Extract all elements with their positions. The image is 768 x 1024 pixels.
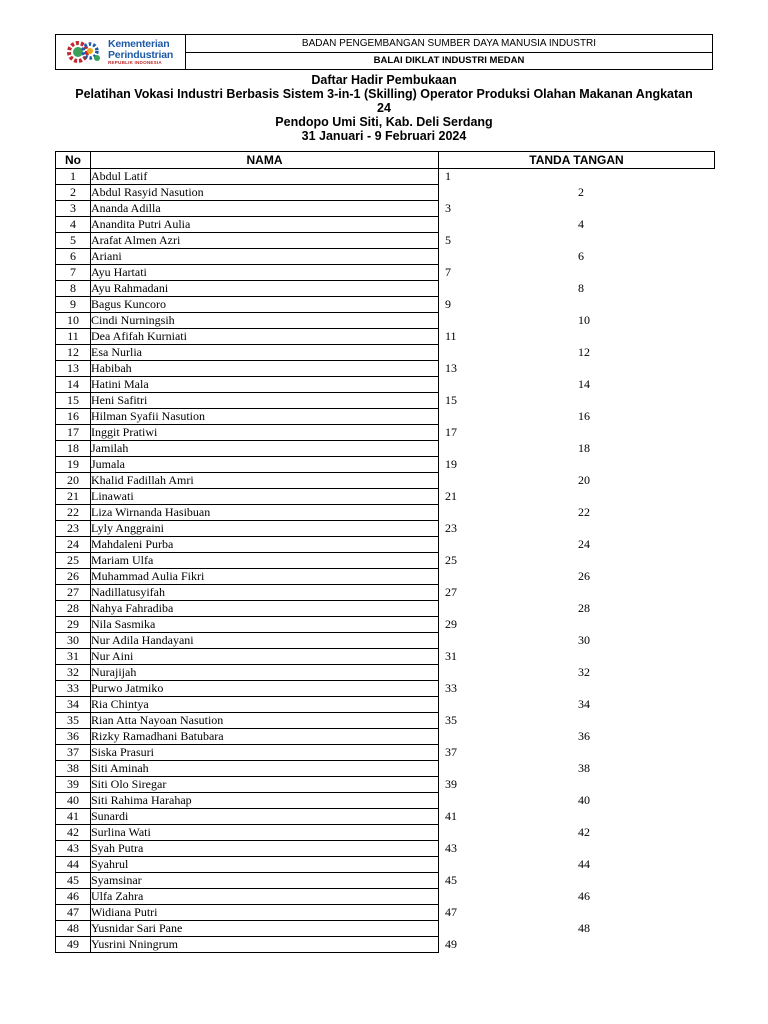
- signature-number: 42: [578, 824, 590, 839]
- participant-name: Abdul Rasyid Nasution: [91, 185, 439, 201]
- signature-cell[interactable]: [439, 441, 715, 457]
- participant-name: Heni Safitri: [91, 393, 439, 409]
- letterhead: [55, 34, 713, 70]
- table-row: [56, 905, 715, 921]
- row-number: 44: [56, 857, 91, 873]
- row-number: 4: [56, 217, 91, 233]
- signature-cell[interactable]: [439, 473, 715, 489]
- row-number: 25: [56, 553, 91, 569]
- row-number: 22: [56, 505, 91, 521]
- participant-name: Siti Olo Siregar: [91, 777, 439, 793]
- signature-cell[interactable]: [439, 617, 715, 633]
- row-number: 34: [56, 697, 91, 713]
- table-row: [56, 297, 715, 313]
- participant-name: Nila Sasmika: [91, 617, 439, 633]
- signature-number: 36: [578, 728, 590, 743]
- row-number: 18: [56, 441, 91, 457]
- row-number: 26: [56, 569, 91, 585]
- row-number: 31: [56, 649, 91, 665]
- row-number: 39: [56, 777, 91, 793]
- logo-line-3: REPUBLIK INDONESIA: [108, 60, 162, 65]
- table-row: [56, 825, 715, 841]
- table-row: [56, 345, 715, 361]
- signature-cell[interactable]: [439, 857, 715, 873]
- signature-cell[interactable]: [439, 585, 715, 601]
- signature-cell[interactable]: [439, 713, 715, 729]
- signature-number: 6: [578, 248, 584, 263]
- signature-cell[interactable]: [439, 233, 715, 249]
- table-row: [56, 921, 715, 937]
- participant-name: Ayu Rahmadani: [91, 281, 439, 297]
- signature-cell[interactable]: [439, 649, 715, 665]
- row-number: 5: [56, 233, 91, 249]
- participant-name: Liza Wirnanda Hasibuan: [91, 505, 439, 521]
- table-row: [56, 873, 715, 889]
- row-number: 32: [56, 665, 91, 681]
- signature-number: 24: [578, 536, 590, 551]
- signature-number: 2: [578, 184, 584, 199]
- participant-name: Bagus Kuncoro: [91, 297, 439, 313]
- table-row: [56, 249, 715, 265]
- signature-number: 35: [445, 712, 457, 727]
- row-number: 21: [56, 489, 91, 505]
- participant-name: Arafat Almen Azri: [91, 233, 439, 249]
- participant-name: Syah Putra: [91, 841, 439, 857]
- signature-cell[interactable]: [439, 937, 715, 953]
- table-row: [56, 681, 715, 697]
- participant-name: Nadillatusyifah: [91, 585, 439, 601]
- table-row: [56, 265, 715, 281]
- table-row: [56, 505, 715, 521]
- row-number: 40: [56, 793, 91, 809]
- participant-name: Sunardi: [91, 809, 439, 825]
- participant-name: Rian Atta Nayoan Nasution: [91, 713, 439, 729]
- participant-name: Linawati: [91, 489, 439, 505]
- table-row: [56, 793, 715, 809]
- signature-number: 14: [578, 376, 590, 391]
- participant-name: Rizky Ramadhani Batubara: [91, 729, 439, 745]
- table-row: [56, 521, 715, 537]
- table-row: [56, 697, 715, 713]
- row-number: 23: [56, 521, 91, 537]
- row-number: 35: [56, 713, 91, 729]
- signature-number: 9: [445, 296, 451, 311]
- header-name: NAMA: [91, 152, 439, 169]
- signature-number: 49: [445, 936, 457, 951]
- signature-number: 7: [445, 264, 451, 279]
- participant-name: Cindi Nurningsih: [91, 313, 439, 329]
- signature-cell[interactable]: [439, 809, 715, 825]
- title-line-2: Pelatihan Vokasi Industri Berbasis Sistem 3-in-1 (Skilling) Operator Produksi Olahan Makanan Angkatan: [75, 87, 693, 101]
- signature-cell[interactable]: [439, 537, 715, 553]
- table-row: [56, 617, 715, 633]
- signature-cell[interactable]: [439, 169, 715, 185]
- participant-name: Abdul Latif: [91, 169, 439, 185]
- participant-name: Ananda Adilla: [91, 201, 439, 217]
- table-row: [56, 857, 715, 873]
- signature-number: 19: [445, 456, 457, 471]
- signature-cell[interactable]: [439, 793, 715, 809]
- table-row: [56, 649, 715, 665]
- row-number: 13: [56, 361, 91, 377]
- signature-number: 8: [578, 280, 584, 295]
- title-line-5: 31 Januari - 9 Februari 2024: [301, 129, 467, 143]
- table-header-row: [56, 152, 715, 169]
- signature-cell[interactable]: [439, 601, 715, 617]
- signature-number: 43: [445, 840, 457, 855]
- participant-name: Jamilah: [91, 441, 439, 457]
- row-number: 19: [56, 457, 91, 473]
- signature-number: 18: [578, 440, 590, 455]
- table-row: [56, 473, 715, 489]
- signature-cell[interactable]: [439, 681, 715, 697]
- row-number: 3: [56, 201, 91, 217]
- table-row: [56, 377, 715, 393]
- signature-number: 12: [578, 344, 590, 359]
- row-number: 27: [56, 585, 91, 601]
- signature-number: 38: [578, 760, 590, 775]
- row-number: 46: [56, 889, 91, 905]
- row-number: 43: [56, 841, 91, 857]
- participant-name: Ariani: [91, 249, 439, 265]
- signature-number: 17: [445, 424, 457, 439]
- signature-number: 16: [578, 408, 590, 423]
- row-number: 20: [56, 473, 91, 489]
- signature-cell[interactable]: [439, 729, 715, 745]
- signature-cell[interactable]: [439, 745, 715, 761]
- header-signature: TANDA TANGAN: [439, 152, 715, 169]
- signature-number: 34: [578, 696, 590, 711]
- table-row: [56, 841, 715, 857]
- table-row: [56, 489, 715, 505]
- table-row: [56, 329, 715, 345]
- signature-cell[interactable]: [439, 553, 715, 569]
- title-line-3: 24: [377, 101, 391, 115]
- row-number: 30: [56, 633, 91, 649]
- row-number: 16: [56, 409, 91, 425]
- table-row: [56, 633, 715, 649]
- signature-number: 33: [445, 680, 457, 695]
- participant-name: Yusnidar Sari Pane: [91, 921, 439, 937]
- row-number: 41: [56, 809, 91, 825]
- signature-number: 15: [445, 392, 457, 407]
- participant-name: Syahrul: [91, 857, 439, 873]
- signature-cell[interactable]: [439, 265, 715, 281]
- signature-number: 21: [445, 488, 457, 503]
- table-row: [56, 537, 715, 553]
- signature-number: 3: [445, 200, 451, 215]
- signature-number: 32: [578, 664, 590, 679]
- signature-number: 30: [578, 632, 590, 647]
- signature-cell[interactable]: [439, 201, 715, 217]
- participant-name: Ulfa Zahra: [91, 889, 439, 905]
- attendance-table: [55, 151, 715, 953]
- logo-line-1: Kementerian: [108, 38, 170, 50]
- participant-name: Ayu Hartati: [91, 265, 439, 281]
- row-number: 15: [56, 393, 91, 409]
- table-row: [56, 169, 715, 185]
- row-number: 10: [56, 313, 91, 329]
- unit-name: BALAI DIKLAT INDUSTRI MEDAN: [373, 55, 525, 66]
- row-number: 1: [56, 169, 91, 185]
- signature-number: 48: [578, 920, 590, 935]
- row-number: 7: [56, 265, 91, 281]
- signature-number: 37: [445, 744, 457, 759]
- table-row: [56, 553, 715, 569]
- signature-cell[interactable]: [439, 329, 715, 345]
- signature-cell[interactable]: [439, 825, 715, 841]
- table-row: [56, 601, 715, 617]
- table-row: [56, 393, 715, 409]
- participant-name: Syamsinar: [91, 873, 439, 889]
- signature-cell[interactable]: [439, 633, 715, 649]
- participant-name: Nur Adila Handayani: [91, 633, 439, 649]
- participant-name: Dea Afifah Kurniati: [91, 329, 439, 345]
- row-number: 48: [56, 921, 91, 937]
- participant-name: Ria Chintya: [91, 697, 439, 713]
- signature-cell[interactable]: [439, 777, 715, 793]
- signature-cell[interactable]: [439, 569, 715, 585]
- table-row: [56, 457, 715, 473]
- participant-name: Siti Aminah: [91, 761, 439, 777]
- row-number: 29: [56, 617, 91, 633]
- row-number: 49: [56, 937, 91, 953]
- signature-number: 13: [445, 360, 457, 375]
- participant-name: Surlina Wati: [91, 825, 439, 841]
- signature-number: 22: [578, 504, 590, 519]
- signature-cell[interactable]: [439, 521, 715, 537]
- table-row: [56, 665, 715, 681]
- participant-name: Inggit Pratiwi: [91, 425, 439, 441]
- title-line-1: Daftar Hadir Pembukaan: [311, 73, 457, 87]
- participant-name: Widiana Putri: [91, 905, 439, 921]
- participant-name: Muhammad Aulia Fikri: [91, 569, 439, 585]
- gear-logo-icon: [64, 38, 106, 66]
- signature-cell[interactable]: [439, 761, 715, 777]
- participant-name: Purwo Jatmiko: [91, 681, 439, 697]
- row-number: 45: [56, 873, 91, 889]
- signature-number: 41: [445, 808, 457, 823]
- document-title-block: [55, 73, 713, 143]
- row-number: 36: [56, 729, 91, 745]
- participant-name: Esa Nurlia: [91, 345, 439, 361]
- row-number: 8: [56, 281, 91, 297]
- ministry-logo: [56, 35, 186, 69]
- signature-number: 4: [578, 216, 584, 231]
- signature-cell[interactable]: [439, 409, 715, 425]
- row-number: 33: [56, 681, 91, 697]
- signature-cell[interactable]: [439, 361, 715, 377]
- signature-cell[interactable]: [439, 393, 715, 409]
- row-number: 2: [56, 185, 91, 201]
- signature-number: 40: [578, 792, 590, 807]
- signature-number: 31: [445, 648, 457, 663]
- table-row: [56, 761, 715, 777]
- table-row: [56, 585, 715, 601]
- signature-cell[interactable]: [439, 873, 715, 889]
- signature-cell[interactable]: [439, 697, 715, 713]
- table-row: [56, 185, 715, 201]
- row-number: 42: [56, 825, 91, 841]
- row-number: 38: [56, 761, 91, 777]
- participant-name: Mahdaleni Purba: [91, 537, 439, 553]
- table-row: [56, 777, 715, 793]
- logo-line-2: Perindustrian: [108, 48, 174, 61]
- table-row: [56, 745, 715, 761]
- signature-cell[interactable]: [439, 185, 715, 201]
- signature-number: 28: [578, 600, 590, 615]
- row-number: 17: [56, 425, 91, 441]
- table-row: [56, 569, 715, 585]
- signature-number: 39: [445, 776, 457, 791]
- participant-name: Yusrini Nningrum: [91, 937, 439, 953]
- signature-cell[interactable]: [439, 377, 715, 393]
- row-number: 9: [56, 297, 91, 313]
- participant-name: Habibah: [91, 361, 439, 377]
- signature-number: 23: [445, 520, 457, 535]
- row-number: 37: [56, 745, 91, 761]
- signature-cell[interactable]: [439, 249, 715, 265]
- signature-number: 11: [445, 328, 457, 343]
- signature-cell[interactable]: [439, 425, 715, 441]
- signature-number: 5: [445, 232, 451, 247]
- table-row: [56, 889, 715, 905]
- signature-cell[interactable]: [439, 281, 715, 297]
- row-number: 28: [56, 601, 91, 617]
- participant-name: Nurajijah: [91, 665, 439, 681]
- table-row: [56, 713, 715, 729]
- signature-number: 29: [445, 616, 457, 631]
- signature-number: 20: [578, 472, 590, 487]
- signature-cell[interactable]: [439, 921, 715, 937]
- signature-cell[interactable]: [439, 905, 715, 921]
- table-row: [56, 201, 715, 217]
- participant-name: Nur Aini: [91, 649, 439, 665]
- row-number: 47: [56, 905, 91, 921]
- participant-name: Khalid Fadillah Amri: [91, 473, 439, 489]
- participant-name: Jumala: [91, 457, 439, 473]
- signature-number: 44: [578, 856, 590, 871]
- signature-cell[interactable]: [439, 217, 715, 233]
- participant-name: Siti Rahima Harahap: [91, 793, 439, 809]
- table-row: [56, 313, 715, 329]
- signature-cell[interactable]: [439, 297, 715, 313]
- header-no: No: [56, 152, 91, 169]
- signature-cell[interactable]: [439, 505, 715, 521]
- participant-name: Anandita Putri Aulia: [91, 217, 439, 233]
- table-row: [56, 441, 715, 457]
- row-number: 14: [56, 377, 91, 393]
- signature-number: 26: [578, 568, 590, 583]
- signature-cell[interactable]: [439, 841, 715, 857]
- participant-name: Hatini Mala: [91, 377, 439, 393]
- row-number: 12: [56, 345, 91, 361]
- signature-cell[interactable]: [439, 457, 715, 473]
- row-number: 6: [56, 249, 91, 265]
- signature-cell[interactable]: [439, 665, 715, 681]
- title-line-4: Pendopo Umi Siti, Kab. Deli Serdang: [275, 115, 493, 129]
- signature-number: 1: [445, 169, 451, 183]
- signature-number: 27: [445, 584, 457, 599]
- participant-name: Lyly Anggraini: [91, 521, 439, 537]
- participant-name: Siska Prasuri: [91, 745, 439, 761]
- table-row: [56, 409, 715, 425]
- table-row: [56, 809, 715, 825]
- table-row: [56, 729, 715, 745]
- signature-number: 25: [445, 552, 457, 567]
- agency-name: BADAN PENGEMBANGAN SUMBER DAYA MANUSIA INDUSTRI: [186, 35, 712, 53]
- table-row: [56, 937, 715, 953]
- table-row: [56, 233, 715, 249]
- table-row: [56, 217, 715, 233]
- signature-number: 47: [445, 904, 457, 919]
- signature-number: 10: [578, 312, 590, 327]
- row-number: 24: [56, 537, 91, 553]
- row-number: 11: [56, 329, 91, 345]
- signature-cell[interactable]: [439, 313, 715, 329]
- table-row: [56, 281, 715, 297]
- signature-cell[interactable]: [439, 345, 715, 361]
- participant-name: Nahya Fahradiba: [91, 601, 439, 617]
- signature-number: 46: [578, 888, 590, 903]
- participant-name: Hilman Syafii Nasution: [91, 409, 439, 425]
- signature-cell[interactable]: [439, 889, 715, 905]
- table-row: [56, 361, 715, 377]
- table-row: [56, 425, 715, 441]
- signature-cell[interactable]: [439, 489, 715, 505]
- participant-name: Mariam Ulfa: [91, 553, 439, 569]
- signature-number: 45: [445, 872, 457, 887]
